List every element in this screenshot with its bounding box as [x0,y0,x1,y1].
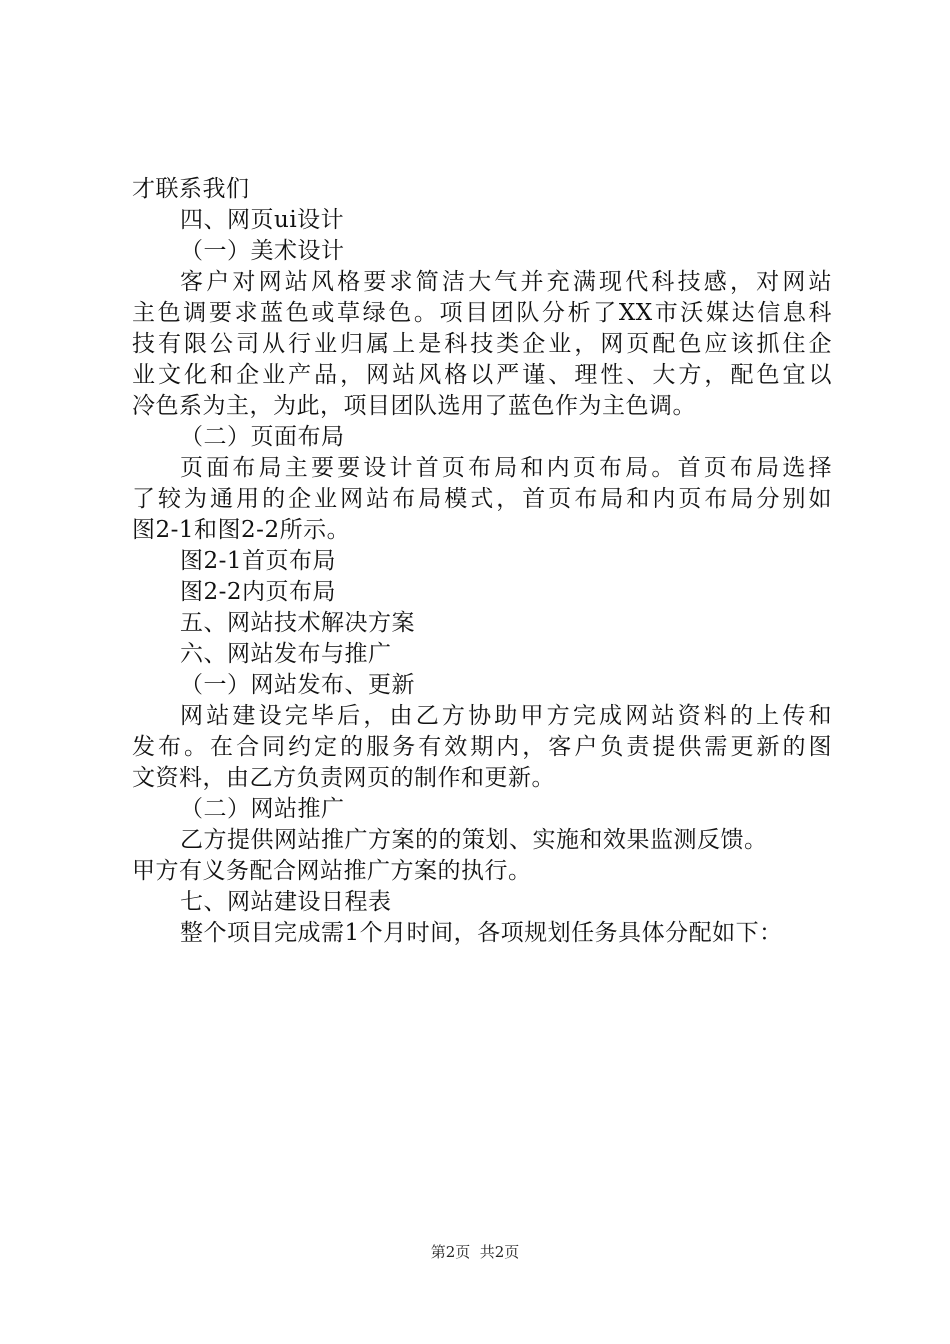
paragraph-line: 客户对网站风格要求简洁大气并充满现代科技感，对网站 [180,269,832,295]
paragraph-line: 主色调要求蓝色或草绿色。项目团队分析了XX市沃媒达信息科 [132,300,832,326]
subsection-heading-page-layout: （二）页面布局 [180,424,345,450]
section-heading-publish-promotion: 六、网站发布与推广 [180,641,392,667]
paragraph-line: 甲方有义务配合网站推广方案的执行。 [132,858,532,884]
section-heading-technical-solution: 五、网站技术解决方案 [180,610,415,636]
paragraph-line: 业文化和企业产品，网站风格以严谨、理性、大方，配色宜以 [132,362,832,388]
paragraph-line: 乙方提供网站推广方案的的策划、实施和效果监测反馈。 [180,827,768,853]
paragraph-line: 技有限公司从行业归属上是科技类企业，网页配色应该抓住企 [132,331,832,357]
figure-caption: 图2-1首页布局 [180,548,337,574]
paragraph-line: 文资料，由乙方负责网页的制作和更新。 [132,765,555,791]
paragraph-line: 页面布局主要要设计首页布局和内页布局。首页布局选择 [180,455,832,481]
paragraph-line: 图2-1和图2-2所示。 [132,517,351,543]
paragraph-line: 发布。在合同约定的服务有效期内，客户负责提供需更新的图 [132,734,832,760]
section-heading-ui-design: 四、网页ui设计 [180,207,345,233]
paragraph-line: 整个项目完成需1个月时间，各项规划任务具体分配如下： [180,920,783,946]
paragraph-line: 网站建设完毕后，由乙方协助甲方完成网站资料的上传和 [180,703,832,729]
subsection-heading-promotion: （二）网站推广 [180,796,345,822]
subsection-heading-publish-update: （一）网站发布、更新 [180,672,415,698]
page-number-footer: 第2页 共2页 [430,1243,520,1261]
paragraph-line: 了较为通用的企业网站布局模式，首页布局和内页布局分别如 [132,486,832,512]
subsection-heading-art-design: （一）美术设计 [180,238,345,264]
paragraph-continuation: 才联系我们 [132,176,250,202]
document-body [132,174,832,949]
section-heading-schedule: 七、网站建设日程表 [180,889,392,915]
figure-caption: 图2-2内页布局 [180,579,337,605]
paragraph-line: 冷色系为主，为此，项目团队选用了蓝色作为主色调。 [132,393,696,419]
